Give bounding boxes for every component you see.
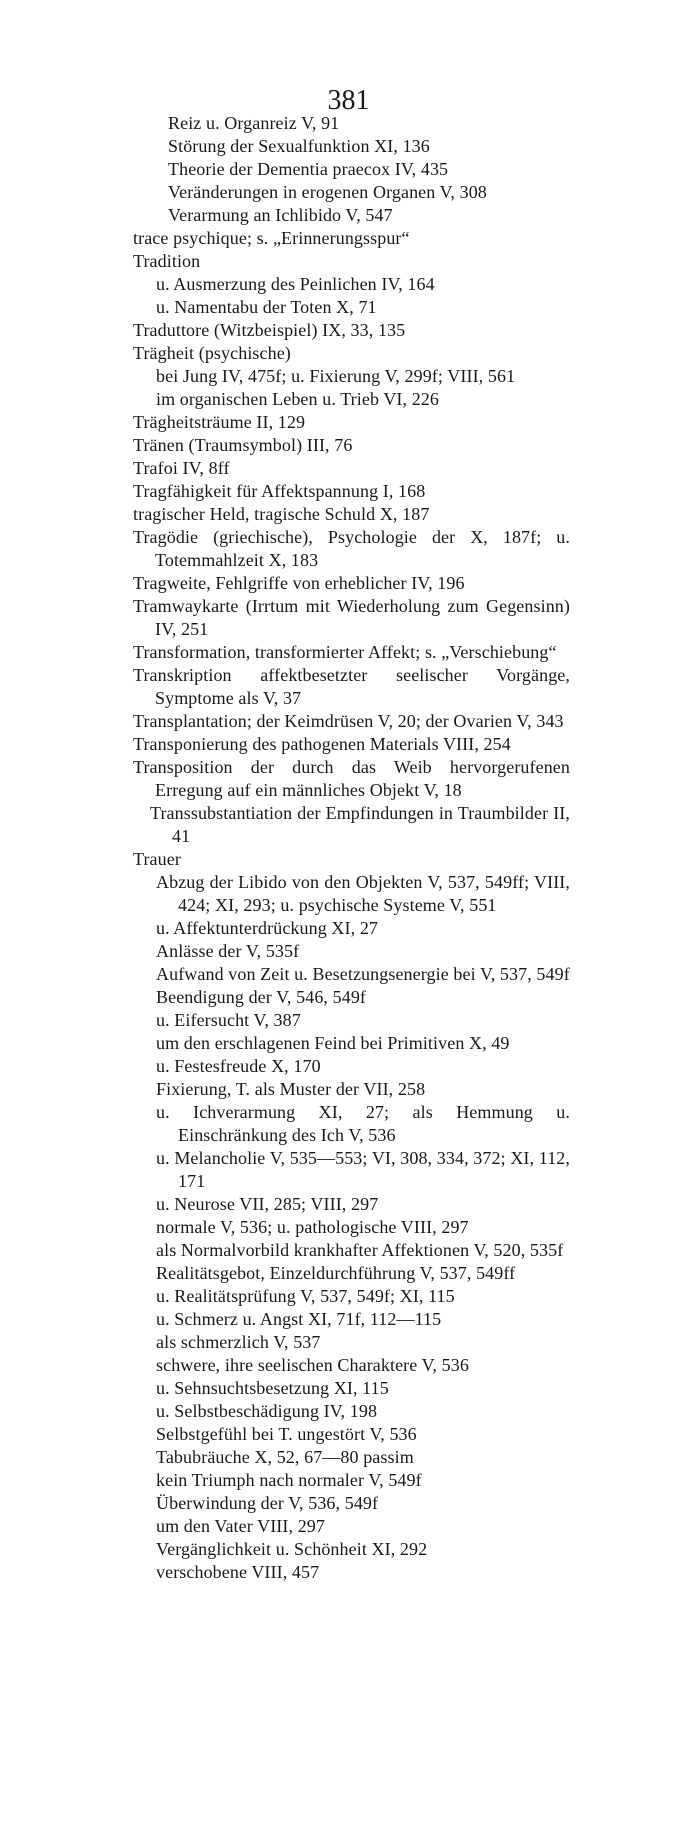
index-entry: u. Neurose VII, 285; VIII, 297 <box>156 1194 379 1214</box>
index-entry: Verarmung an Ichlibido V, 547 <box>168 205 393 225</box>
index-entry: Trägheitsträume II, 129 <box>133 412 306 432</box>
index-entry: Transplantation; der Keimdrüsen V, 20; der Ovarien V, 343 <box>133 711 564 731</box>
index-entry: Überwindung der V, 536, 549f <box>156 1493 379 1513</box>
index-entry: Tragödie (griechische), Psychologie der X, 187f; u. Totemmahlzeit X, 183 <box>133 527 570 570</box>
index-entry: schwere, ihre seelischen Charaktere V, 536 <box>156 1355 469 1375</box>
index-entry: Abzug der Libido von den Objekten V, 537, 549ff; VIII, 424; XI, 293; u. psychische Systeme V, 551 <box>156 872 570 915</box>
index-entry: als schmerzlich V, 537 <box>156 1332 321 1352</box>
index-entry: Tramwaykarte (Irrtum mit Wiederholung zum Gegensinn) IV, 251 <box>133 596 570 639</box>
index-entry: Realitätsgebot, Einzeldurchführung V, 537, 549ff <box>156 1263 516 1283</box>
index-entry: Tränen (Traumsymbol) III, 76 <box>133 435 353 455</box>
index-entry: Reiz u. Organreiz V, 91 <box>168 113 340 133</box>
index-entry: Aufwand von Zeit u. Besetzungsenergie bei V, 537, 549f <box>156 964 570 984</box>
index-entry: um den Vater VIII, 297 <box>156 1516 325 1536</box>
index-entry: tragischer Held, tragische Schuld X, 187 <box>133 504 430 524</box>
index-entry: u. Ausmerzung des Peinlichen IV, 164 <box>156 274 435 294</box>
index-entry: Tragweite, Fehlgriffe von erheblicher IV, 196 <box>133 573 465 593</box>
index-entry: Tragfähigkeit für Affektspannung I, 168 <box>133 481 426 501</box>
index-entry: u. Realitätsprüfung V, 537, 549f; XI, 115 <box>156 1286 455 1306</box>
index-entry: bei Jung IV, 475f; u. Fixierung V, 299f; VIII, 561 <box>156 366 516 386</box>
index-entry: Traduttore (Witzbeispiel) IX, 33, 135 <box>133 320 406 340</box>
index-entry: kein Triumph nach normaler V, 549f <box>156 1470 422 1490</box>
index-entry: Transsubstantiation der Empfindungen in Traumbilder II, 41 <box>150 803 570 846</box>
index-entry: Fixierung, T. als Muster der VII, 258 <box>156 1079 426 1099</box>
index-entry: Trafoi IV, 8ff <box>133 458 230 478</box>
index-entry: u. Festesfreude X, 170 <box>156 1056 321 1076</box>
index-entry: u. Melancholie V, 535—553; VI, 308, 334, 372; XI, 112, 171 <box>156 1148 570 1191</box>
index-entry: Transkription affektbesetzter seelischer Vorgänge, Symptome als V, 37 <box>133 665 570 708</box>
index-entry: als Normalvorbild krankhafter Affektionen V, 520, 535f <box>156 1240 564 1260</box>
index-entry: Selbstgefühl bei T. ungestört V, 536 <box>156 1424 417 1444</box>
index-entry: u. Sehnsuchtsbesetzung XI, 115 <box>156 1378 389 1398</box>
index-entry: Trauer <box>133 849 181 869</box>
index-entry: im organischen Leben u. Trieb VI, 226 <box>156 389 440 409</box>
index-entry: normale V, 536; u. pathologische VIII, 297 <box>156 1217 469 1237</box>
index-entry: u. Schmerz u. Angst XI, 71f, 112—115 <box>156 1309 442 1329</box>
index-entry: Beendigung der V, 546, 549f <box>156 987 367 1007</box>
index-entry: um den erschlagenen Feind bei Primitiven X, 49 <box>156 1033 510 1053</box>
index-entry: u. Eifersucht V, 387 <box>156 1010 301 1030</box>
index-entry: Veränderungen in erogenen Organen V, 308 <box>168 182 487 202</box>
index-entry: u. Ichverarmung XI, 27; als Hemmung u. Einschränkung des Ich V, 536 <box>156 1102 570 1145</box>
index-entry: Transformation, transformierter Affekt; s. „Verschiebung“ <box>133 642 557 662</box>
index-entry: Theorie der Dementia praecox IV, 435 <box>168 159 449 179</box>
index-list <box>0 112 697 1584</box>
page-number: 381 <box>327 85 370 116</box>
index-entry: verschobene VIII, 457 <box>156 1562 320 1582</box>
index-entry: Transponierung des pathogenen Materials VIII, 254 <box>133 734 511 754</box>
index-entry: Anlässe der V, 535f <box>156 941 300 961</box>
index-entry: u. Selbstbeschädigung IV, 198 <box>156 1401 378 1421</box>
index-entry: trace psychique; s. „Erinnerungsspur“ <box>133 228 410 248</box>
index-entry: Tabubräuche X, 52, 67—80 passim <box>156 1447 414 1467</box>
index-entry: Tradition <box>133 251 201 271</box>
index-entry: Vergänglichkeit u. Schönheit XI, 292 <box>156 1539 428 1559</box>
index-entry: Störung der Sexualfunktion XI, 136 <box>168 136 430 156</box>
index-entry: u. Affektunterdrückung XI, 27 <box>156 918 379 938</box>
index-entry: Transposition der durch das Weib hervorgerufenen Erregung auf ein männliches Objekt V, 18 <box>133 757 570 800</box>
index-entry: u. Namentabu der Toten X, 71 <box>156 297 377 317</box>
index-entry: Trägheit (psychische) <box>133 343 291 363</box>
